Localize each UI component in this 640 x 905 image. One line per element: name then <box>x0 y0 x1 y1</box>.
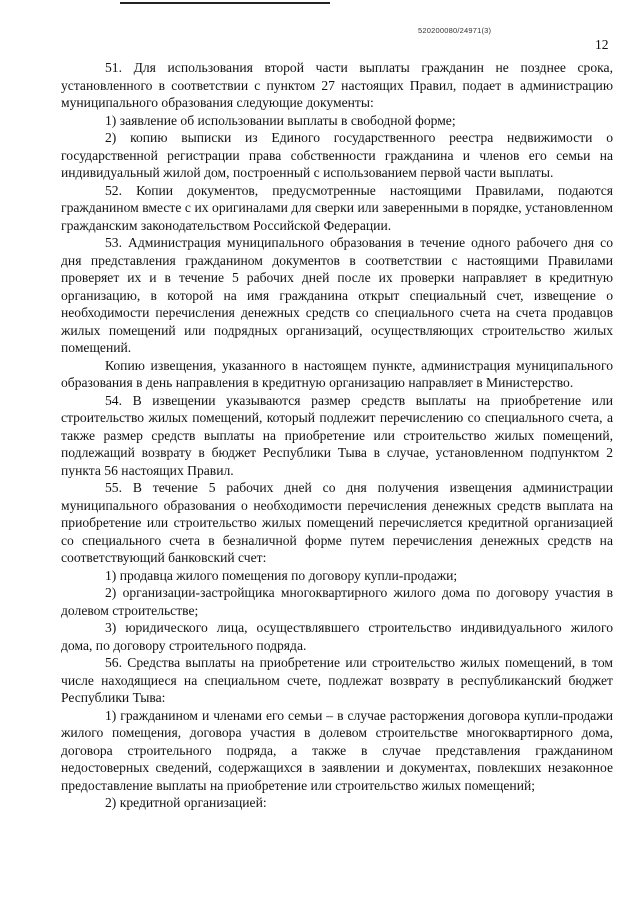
paragraph-54: 54. В извещении указываются размер средств выплаты на приобретение или строительство жилых помещений, который подлежит перечислению со специального счета, а также размер средств выплаты на приобретение или строительство жилых помещений, подлежащий возврату в бюджет Республики Тыва в случае, установленном подпунктом 2 пункта 56 настоящих Правил. <box>61 392 613 478</box>
paragraph-53-copy: Копию извещения, указанного в настоящем пункте, администрация муниципального образования в день направления в кредитную организацию направляет в Министерство. <box>61 357 613 390</box>
paragraph-51: 51. Для использования второй части выплаты гражданин не позднее срока, установленного в соответствии с пунктом 27 настоящих Правил, подает в администрацию муниципального образования следующие документы: <box>61 60 613 110</box>
page-number: 12 <box>595 37 609 52</box>
paragraph-55-item-2: 2) организации-застройщика многоквартирного жилого дома по договору участия в долевом строительстве; <box>61 585 613 618</box>
paragraph-51-item-1: 1) заявление об использовании выплаты в свободной форме; <box>105 112 456 128</box>
paragraph-53: 53. Администрация муниципального образования в течение одного рабочего дня со дня представления гражданином документов в соответствии с настоящими Правилами проверяет их и в течение 5 рабочих дней после их проверки направляет в кредитную организацию, в которой на имя гражданина открыт специальный счет, извещение о необходимости перечисления денежных средств со специального счета на счета продавцов жилых помещений или подрядных организаций, осуществляющих строительство жилых помещений. <box>61 235 613 355</box>
paragraph-51-item-2: 2) копию выписки из Единого государственного реестра недвижимости о государственной регистрации права собственности гражданина и членов его семьи на индивидуальный жилой дом, построенный с использованием первой части выплаты. <box>61 130 613 180</box>
paragraph-56-item-2: 2) кредитной организацией: <box>105 795 267 810</box>
paragraph-55-item-1: 1) продавца жилого помещения по договору купли-продажи; <box>105 567 458 583</box>
document-code: 520200080/24971(3) <box>418 26 492 35</box>
paragraph-56-item-1: 1) гражданином и членами его семьи – в случае расторжения договора купли-продажи жилого помещения, договора участия в долевом строительстве многоквартирного дома, договора строительного подряда, а также в случае представления гражданином недостоверных сведений, содержащихся в заявлении и документах, повлекших незаконное предоставление выплаты на приобретение или строительство жилых помещений; <box>61 707 613 793</box>
paragraph-55: 55. В течение 5 рабочих дней со дня получения извещения администрации муниципального образования о необходимости перечисления денежных средств выплата на приобретение или строительство жилых помещений перечисляется кредитной организацией со специального счета в безналичной форме путем перечисления денежных средств на соответствующий банковский счет: <box>61 480 613 565</box>
paragraph-56: 56. Средства выплаты на приобретение или строительство жилых помещений, в том числе находящиеся на специальном счете, подлежат возврату в республиканский бюджет Республики Тыва: <box>61 655 613 705</box>
paragraph-55-item-3: 3) юридического лица, осуществлявшего строительство индивидуального жилого дома, по договору строительного подряда. <box>61 620 613 653</box>
document-body <box>61 59 613 812</box>
top-rule <box>120 2 330 4</box>
paragraph-52: 52. Копии документов, предусмотренные настоящими Правилами, подаются гражданином вместе с их оригиналами для сверки или заверенными в порядке, установленном гражданским законодательством Российской Федерации. <box>61 182 613 233</box>
